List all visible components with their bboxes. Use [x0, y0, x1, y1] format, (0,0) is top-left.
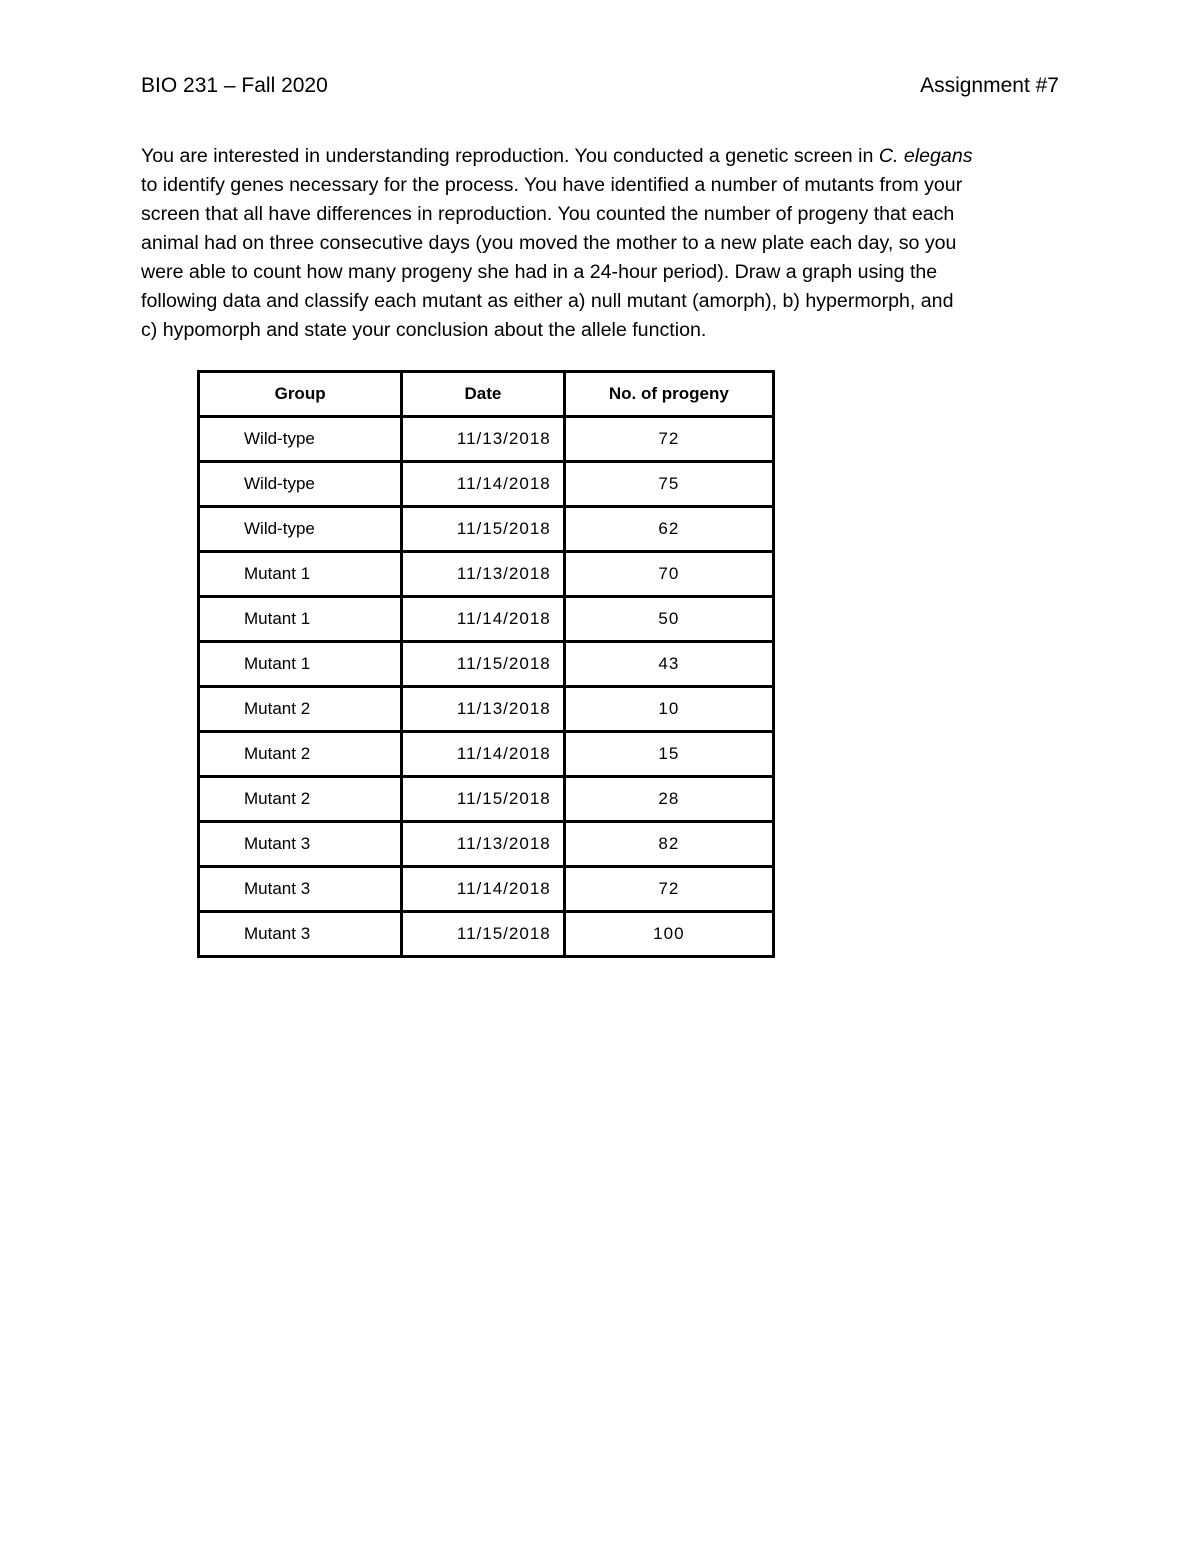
date-cell: 11/13/2018: [402, 687, 565, 732]
column-header-date: Date: [402, 372, 565, 417]
date-cell: 11/15/2018: [402, 912, 565, 957]
table-row: [199, 822, 774, 867]
table-row: [199, 417, 774, 462]
prompt-line-5: were able to count how many progeny she had in a 24-hour period). Draw a graph using the: [141, 261, 938, 283]
progeny-cell: 72: [564, 417, 773, 462]
date-cell: 11/13/2018: [402, 822, 565, 867]
group-cell: Mutant 3: [199, 822, 402, 867]
date-cell: 11/14/2018: [402, 732, 565, 777]
table-row: [199, 867, 774, 912]
prompt-line-2: to identify genes necessary for the process. You have identified a number of mutants from your: [141, 174, 963, 196]
group-cell: Mutant 1: [199, 642, 402, 687]
group-cell: Mutant 2: [199, 687, 402, 732]
prompt-line-6: following data and classify each mutant as either a) null mutant (amorph), b) hypermorph, and: [141, 290, 954, 312]
date-cell: 11/15/2018: [402, 642, 565, 687]
column-header-group: Group: [199, 372, 402, 417]
table-row: [199, 597, 774, 642]
group-cell: Mutant 3: [199, 912, 402, 957]
progeny-cell: 28: [564, 777, 773, 822]
prompt-line-1-text: You are interested in understanding reproduction. You conducted a genetic screen in: [141, 145, 879, 167]
date-cell: 11/15/2018: [402, 777, 565, 822]
group-cell: Mutant 1: [199, 597, 402, 642]
progeny-data-table: [197, 370, 775, 958]
table-row: [199, 552, 774, 597]
progeny-cell: 70: [564, 552, 773, 597]
table-row: [199, 912, 774, 957]
table-row: [199, 462, 774, 507]
progeny-cell: 62: [564, 507, 773, 552]
date-cell: 11/13/2018: [402, 552, 565, 597]
species-name: C. elegans: [878, 145, 973, 167]
assignment-number: Assignment #7: [920, 74, 1059, 97]
date-cell: 11/15/2018: [402, 507, 565, 552]
group-cell: Mutant 2: [199, 777, 402, 822]
column-header-progeny: No. of progeny: [564, 372, 773, 417]
group-cell: Wild-type: [199, 417, 402, 462]
progeny-cell: 10: [564, 687, 773, 732]
prompt-line-7: c) hypomorph and state your conclusion about the allele function.: [141, 319, 707, 341]
table-row: [199, 732, 774, 777]
progeny-cell: 43: [564, 642, 773, 687]
date-cell: 11/14/2018: [402, 462, 565, 507]
table-row: [199, 507, 774, 552]
date-cell: 11/14/2018: [402, 867, 565, 912]
prompt-line-1: [141, 142, 1061, 171]
progeny-cell: 82: [564, 822, 773, 867]
group-cell: Wild-type: [199, 462, 402, 507]
progeny-cell: 100: [564, 912, 773, 957]
date-cell: 11/13/2018: [402, 417, 565, 462]
progeny-cell: 72: [564, 867, 773, 912]
course-title: BIO 231 – Fall 2020: [141, 74, 328, 97]
group-cell: Wild-type: [199, 507, 402, 552]
progeny-cell: 15: [564, 732, 773, 777]
group-cell: Mutant 1: [199, 552, 402, 597]
prompt-line-4: animal had on three consecutive days (you moved the mother to a new plate each day, so you: [141, 232, 957, 254]
group-cell: Mutant 2: [199, 732, 402, 777]
date-cell: 11/14/2018: [402, 597, 565, 642]
progeny-cell: 75: [564, 462, 773, 507]
assignment-prompt: [141, 142, 1061, 345]
table-row: [199, 777, 774, 822]
progeny-cell: 50: [564, 597, 773, 642]
table-header-row: [199, 372, 774, 417]
table-row: [199, 642, 774, 687]
prompt-line-3: screen that all have differences in reproduction. You counted the number of progeny that each: [141, 203, 955, 225]
group-cell: Mutant 3: [199, 867, 402, 912]
table-row: [199, 687, 774, 732]
